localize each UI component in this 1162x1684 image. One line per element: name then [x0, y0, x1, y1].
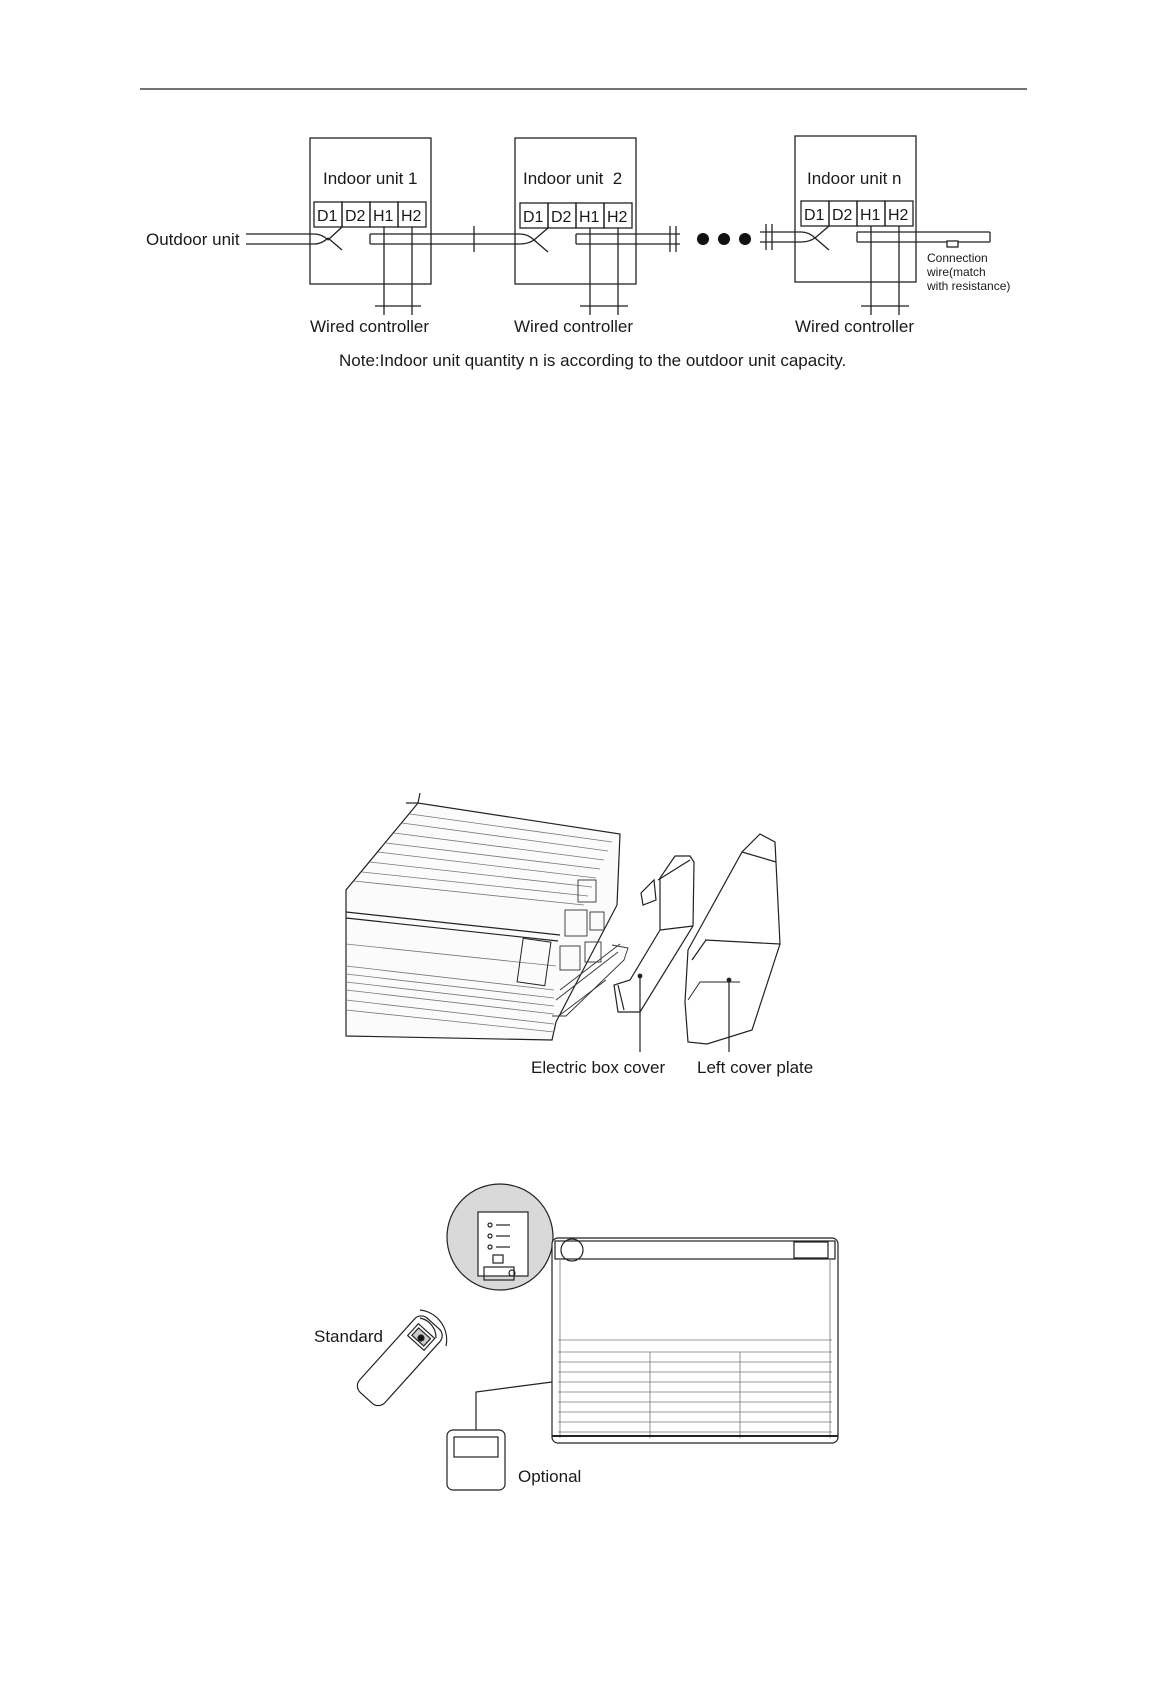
controller-illustration — [354, 1184, 838, 1490]
wired-controller-label-1: Wired controller — [310, 317, 430, 336]
left-cover-plate-shape — [685, 834, 780, 1044]
electric-box-cover-label: Electric box cover — [531, 1058, 666, 1077]
capacity-note: Note:Indoor unit quantity n is according to the outdoor unit capacity. — [339, 351, 847, 370]
wired-controller-label-n: Wired controller — [795, 317, 915, 336]
wired-controller-icon — [447, 1430, 505, 1490]
standard-remote-label: Standard — [314, 1327, 383, 1346]
indoor-unit-cover-illustration — [346, 793, 780, 1052]
terminal-d1: D1 — [804, 207, 825, 224]
terminal-h2: H2 — [607, 209, 628, 226]
terminal-d2: D2 — [345, 208, 366, 225]
terminal-h1: H1 — [860, 207, 881, 224]
connection-wire-label-1: Connection — [927, 251, 988, 265]
indoor-unit-2-title: Indoor unit 2 — [523, 169, 623, 188]
terminal-d1: D1 — [317, 208, 338, 225]
terminal-d2: D2 — [832, 207, 853, 224]
outdoor-unit-label: Outdoor unit — [146, 230, 240, 249]
terminal-d2: D2 — [551, 209, 572, 226]
connection-wire-label-3: with resistance) — [927, 279, 1011, 293]
terminal-h2: H2 — [888, 207, 909, 224]
ellipsis-dots — [697, 233, 751, 245]
terminal-h1: H1 — [373, 208, 394, 225]
terminal-d1: D1 — [523, 209, 544, 226]
controller-wires — [375, 226, 909, 315]
wired-controller-label-2: Wired controller — [514, 317, 634, 336]
terminal-h2: H2 — [401, 208, 422, 225]
connection-wire-label-2: wire(match — [927, 265, 986, 279]
left-cover-plate-label: Left cover plate — [697, 1058, 814, 1077]
optional-wired-controller-label: Optional — [518, 1467, 582, 1486]
indoor-unit-n-title: Indoor unit n — [807, 169, 902, 188]
terminal-h1: H1 — [579, 209, 600, 226]
indoor-unit-1-title: Indoor unit 1 — [323, 169, 418, 188]
